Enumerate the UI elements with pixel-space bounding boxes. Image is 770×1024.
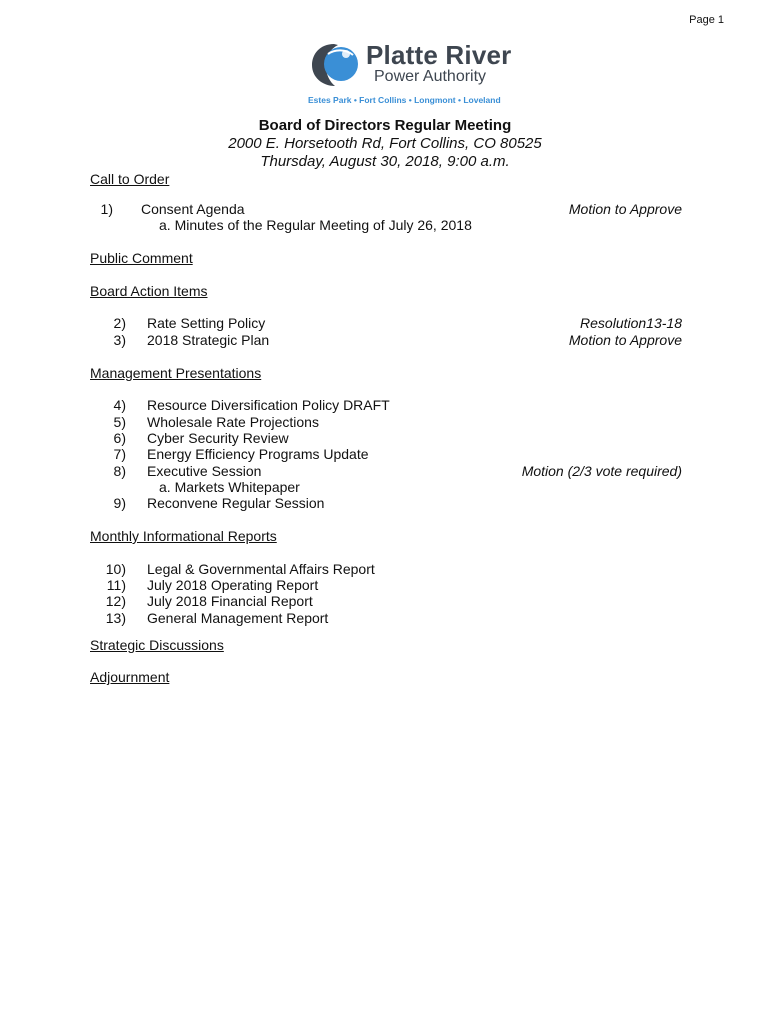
agenda-item-6 (90, 430, 682, 447)
item-label: Resource Diversification Policy DRAFT (147, 397, 390, 413)
item-label: Rate Setting Policy (147, 315, 266, 331)
agenda-item-4 (90, 397, 682, 414)
item-number: 5) (113, 414, 126, 430)
meeting-address: 2000 E. Horsetooth Rd, Fort Collins, CO 80525 (228, 135, 542, 152)
agenda-item-3 (90, 332, 682, 349)
logo-subtitle: Power Authority (374, 68, 487, 85)
item-number: 12) (105, 593, 126, 609)
section-strategic-discussions: Strategic Discussions (90, 637, 224, 653)
agenda-item-5 (90, 414, 682, 431)
logo-cities: Estes Park • Fort Collins • Longmont • Loveland (308, 95, 501, 105)
section-management-presentations: Management Presentations (90, 365, 262, 381)
meeting-header (0, 117, 770, 171)
item-number: 13) (105, 610, 126, 626)
item-label: July 2018 Financial Report (147, 593, 313, 609)
meeting-datetime: Thursday, August 30, 2018, 9:00 a.m. (260, 153, 510, 170)
item-number: 9) (113, 495, 126, 511)
logo-name: Platte River (366, 40, 512, 70)
item-label: Executive Session (147, 463, 262, 479)
page-number: Page 1 (689, 14, 724, 26)
item-number: 6) (113, 430, 126, 446)
meeting-title: Board of Directors Regular Meeting (258, 117, 512, 134)
item-action: Motion (2/3 vote required) (521, 463, 682, 479)
agenda-item-2 (90, 315, 682, 332)
agenda-item-1a: a. Minutes of the Regular Meeting of July 26, 2018 (159, 217, 472, 233)
item-label: July 2018 Operating Report (147, 577, 319, 593)
logo-mark-icon (308, 40, 364, 90)
item-number: 4) (113, 397, 126, 413)
section-public-comment: Public Comment (90, 250, 193, 266)
agenda-item-11 (90, 577, 682, 594)
item-label: Legal & Governmental Affairs Report (147, 561, 375, 577)
agenda-item-7 (90, 446, 682, 463)
section-adjournment: Adjournment (90, 669, 170, 685)
section-monthly-reports: Monthly Informational Reports (90, 528, 277, 544)
agenda-item-1 (90, 201, 682, 218)
agenda-item-8 (90, 463, 682, 480)
item-label: 2018 Strategic Plan (147, 332, 270, 348)
item-number: 11) (106, 577, 126, 593)
item-number: 10) (105, 561, 126, 577)
item-label: Energy Efficiency Programs Update (147, 446, 369, 462)
item-label: General Management Report (147, 610, 329, 626)
item-label: Cyber Security Review (147, 430, 289, 446)
section-board-action-items: Board Action Items (90, 283, 208, 299)
item-label: Consent Agenda (141, 201, 245, 217)
agenda-item-10 (90, 561, 682, 578)
agenda-item-12 (90, 593, 682, 610)
agenda-item-8a: a. Markets Whitepaper (159, 479, 300, 495)
item-label: Reconvene Regular Session (147, 495, 325, 511)
item-action: Motion to Approve (568, 201, 682, 217)
section-call-to-order: Call to Order (90, 171, 170, 187)
item-number: 1) (100, 201, 113, 217)
item-number: 2) (113, 315, 126, 331)
item-action: Motion to Approve (568, 332, 682, 348)
item-number: 3) (113, 332, 126, 348)
agenda-item-9 (90, 495, 682, 512)
agenda-item-13 (90, 610, 682, 627)
item-action: Resolution13-18 (580, 315, 682, 331)
item-number: 7) (113, 446, 126, 462)
platte-river-logo (308, 40, 518, 110)
item-number: 8) (113, 463, 126, 479)
item-label: Wholesale Rate Projections (147, 414, 319, 430)
